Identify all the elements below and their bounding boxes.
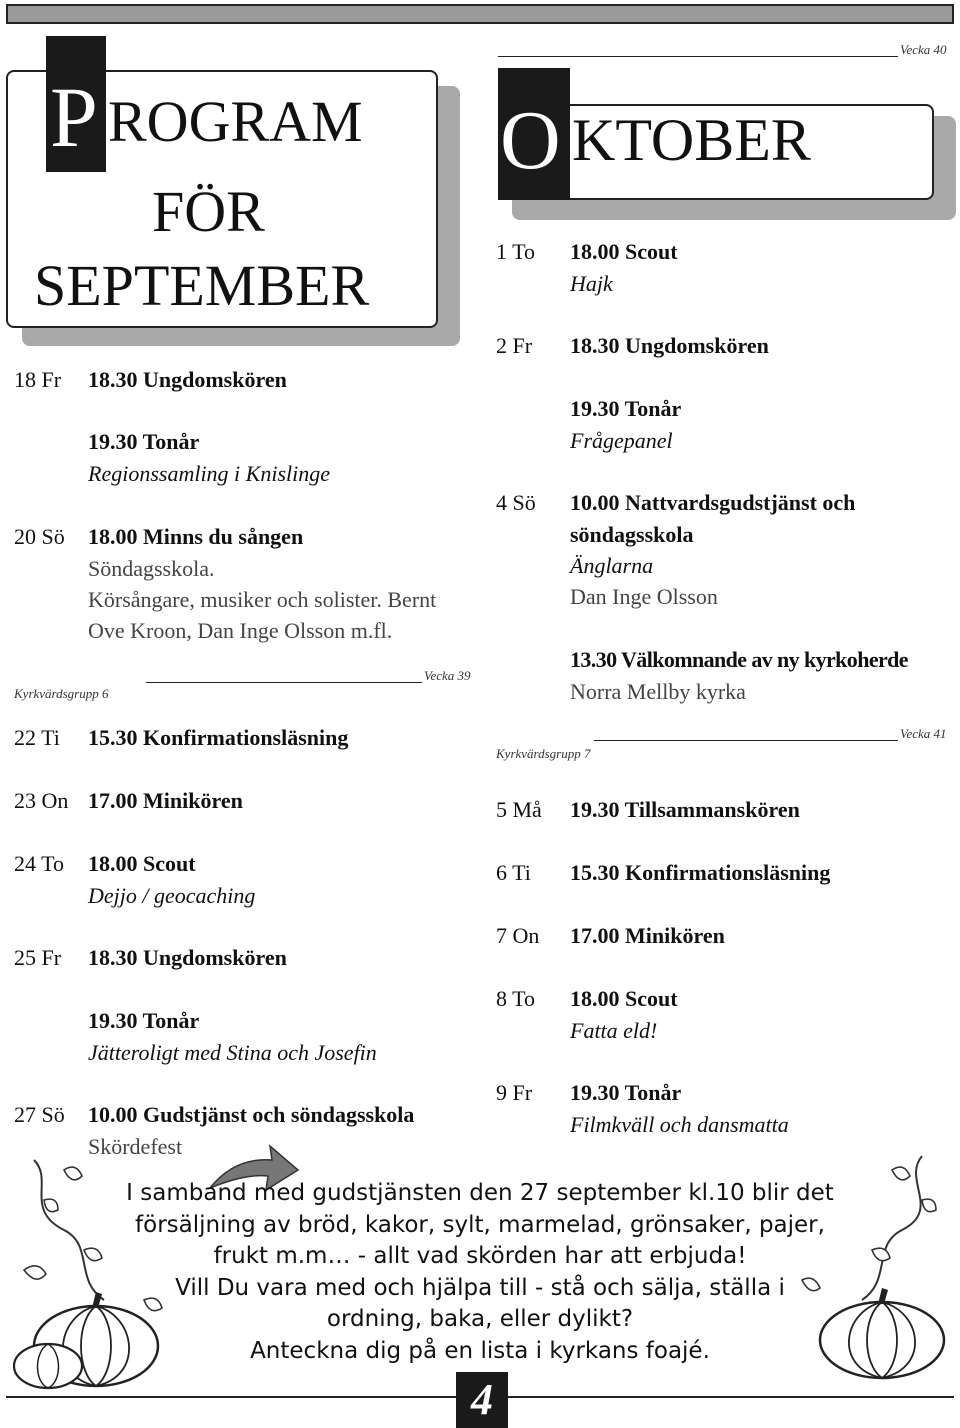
week39-label: Vecka 39 [424, 668, 471, 683]
entry-day: 2 Fr [496, 333, 533, 358]
entry-day: 4 Sö [496, 490, 536, 515]
page-number: 4 [456, 1372, 508, 1428]
entry-day: 8 To [496, 986, 536, 1011]
entry-day: 6 Ti [496, 860, 531, 885]
entry-day: 22 Ti [14, 725, 60, 750]
notice-line: frukt m.m… - allt vad skörden har att erbjuda! [213, 1243, 747, 1269]
week40-label: Vecka 40 [900, 42, 947, 57]
notice-line: ordning, baka, eller dylikt? [326, 1306, 634, 1332]
entry-detail: Körsångare, musiker och solister. Bernt [88, 587, 437, 612]
entry-event: 15.30 Konfirmationsläsning [88, 725, 349, 750]
entry-day: 7 On [496, 923, 540, 948]
entry-event: 13.30 Välkomnande av ny kyrkoherde [570, 647, 908, 672]
entry-day: 23 On [14, 788, 69, 813]
entry-subtitle: Hajk [570, 271, 613, 296]
entry-day: 20 Sö [14, 524, 65, 549]
notice-line: försäljning av bröd, kakor, sylt, marmelad, grönsaker, pajer, [135, 1211, 825, 1238]
entry-event: 18.00 Minns du sången [88, 524, 304, 549]
entry-detail: Ove Kroon, Dan Inge Olsson m.fl. [88, 618, 393, 643]
notice-line: Vill Du vara med och hjälpa till - stå och sälja, ställa i [175, 1274, 785, 1301]
entry-day: 24 To [14, 851, 65, 876]
entry-event: 18.30 Ungdomskören [570, 333, 769, 358]
entry-subtitle: Filmkväll och dansmatta [570, 1112, 789, 1137]
entry-detail: Skördefest [88, 1134, 183, 1159]
footer-line-left [6, 1396, 456, 1398]
footer-line-right [508, 1396, 954, 1398]
entry-subtitle: Dejjo / geocaching [88, 883, 256, 908]
entry-day: 27 Sö [14, 1102, 65, 1127]
entry-event: 19.30 Tonår [570, 396, 682, 421]
notice-line: I samband med gudstjänsten den 27 september kl.10 blir det [126, 1180, 834, 1206]
entry-day: 5 Må [496, 797, 542, 822]
entry-subtitle: Änglarna [570, 553, 654, 578]
september-title-line1: ROGRAM [108, 89, 363, 154]
oktober-title-rest: KTOBER [572, 107, 811, 173]
entry-event: 19.30 Tonår [88, 1008, 200, 1033]
week41-line [594, 740, 898, 741]
entry-event: 19.30 Tonår [570, 1080, 682, 1105]
entry-event-cont: söndagsskola [570, 522, 694, 547]
entry-subtitle: Jätteroligt med Stina och Josefin [88, 1040, 377, 1065]
entry-event: 18.00 Scout [88, 851, 196, 876]
entry-event: 10.00 Gudstjänst och söndagsskola [88, 1102, 415, 1127]
entry-event: 18.30 Ungdomskören [88, 945, 287, 970]
september-title-line2: FÖR [152, 179, 265, 244]
september-title-cap: P [46, 36, 106, 172]
entry-event: 18.30 Ungdomskören [88, 367, 287, 392]
entry-day: 18 Fr [14, 367, 62, 392]
entry-event: 19.30 Tonår [88, 429, 200, 454]
group-label-7: Kyrkvärdsgrupp 7 [496, 746, 591, 761]
september-title-line3: SEPTEMBER [34, 253, 370, 318]
week40-line [498, 56, 898, 57]
entry-event: 15.30 Konfirmationsläsning [570, 860, 831, 885]
entry-detail: Söndagsskola. [88, 556, 215, 581]
entry-event: 10.00 Nattvardsgudstjänst och [570, 490, 856, 515]
week41-label: Vecka 41 [900, 726, 947, 741]
entry-day: 9 Fr [496, 1080, 533, 1105]
oktober-title-cap: O [498, 68, 570, 200]
entry-day: 1 To [496, 239, 536, 264]
entry-day: 25 Fr [14, 945, 62, 970]
notice-line: Anteckna dig på en lista i kyrkans foajé. [250, 1337, 710, 1364]
entry-detail: Dan Inge Olsson [570, 584, 718, 609]
week39-line [146, 682, 422, 683]
entry-event: 18.00 Scout [570, 239, 678, 264]
harvest-notice [110, 1178, 850, 1367]
group-label-6: Kyrkvärdsgrupp 6 [14, 686, 109, 701]
entry-detail: Norra Mellby kyrka [570, 679, 746, 704]
top-bar [6, 4, 954, 24]
entry-event: 17.00 Minikören [88, 788, 243, 813]
entry-subtitle: Frågepanel [570, 428, 673, 453]
entry-subtitle: Regionssamling i Knislinge [88, 461, 330, 486]
entry-event: 17.00 Minikören [570, 923, 725, 948]
entry-event: 18.00 Scout [570, 986, 678, 1011]
entry-event: 19.30 Tillsammanskören [570, 797, 800, 822]
entry-subtitle: Fatta eld! [570, 1018, 658, 1043]
